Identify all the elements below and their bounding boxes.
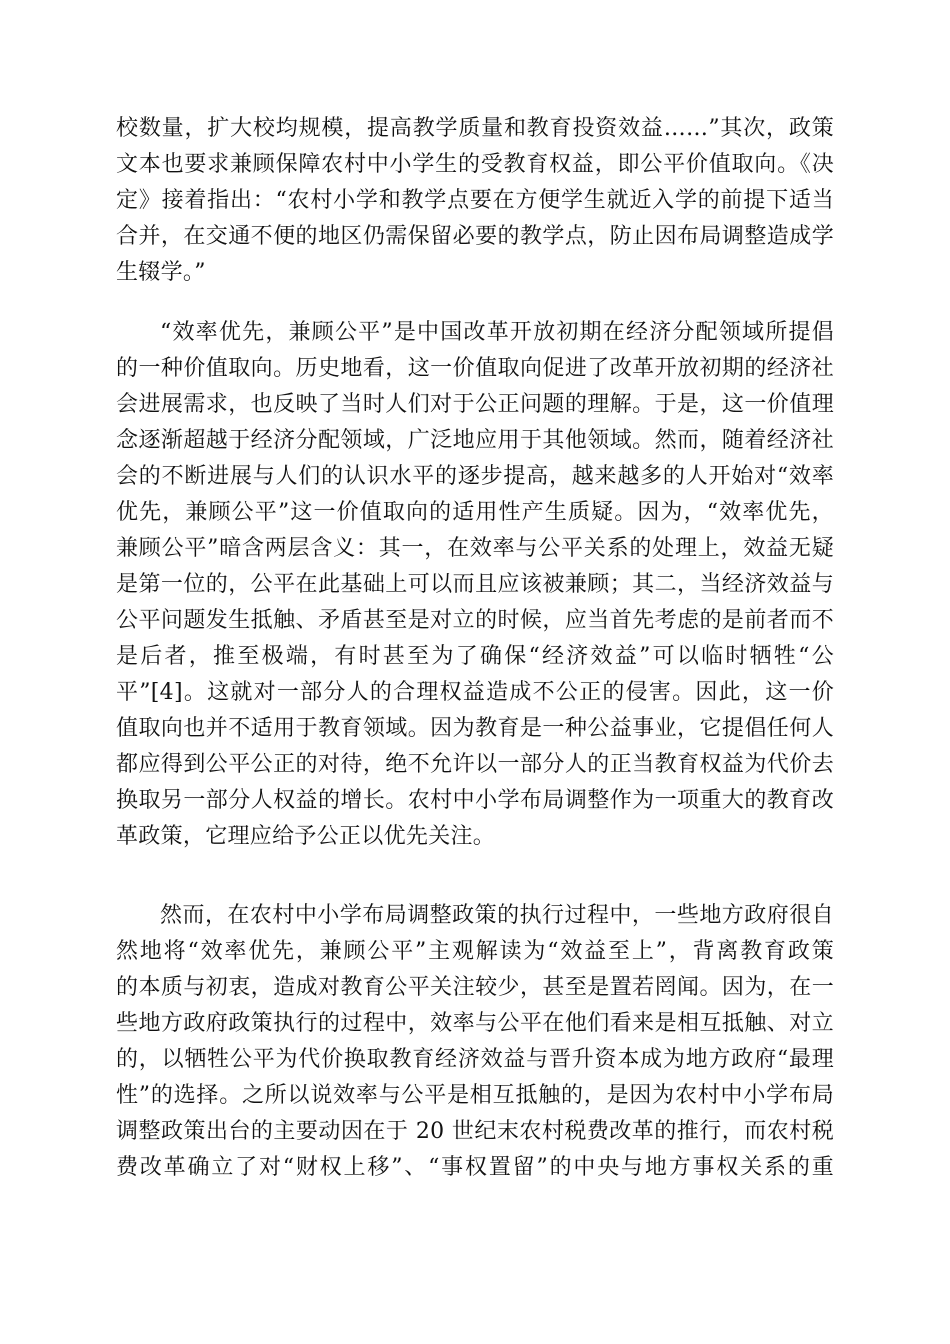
paragraph-line: 是后者，推至极端，有时甚至为了确保“经济效益”可以临时牺牲“公 <box>116 644 834 669</box>
paragraph-line: 会进展需求，也反映了当时人们对于公正问题的理解。于是，这一价值理 <box>116 392 834 417</box>
paragraph-line: 生辍学。” <box>116 260 206 285</box>
paragraph-2 <box>116 315 834 855</box>
paragraph-line: 些地方政府政策执行的过程中，效率与公平在他们看来是相互抵触、对立 <box>116 1011 834 1036</box>
paragraph-line: 合并，在交通不便的地区仍需保留必要的教学点，防止因布局调整造成学 <box>116 224 834 249</box>
paragraph-line: 的本质与初衷，造成对教育公平关注较少，甚至是置若罔闻。因为，在一 <box>116 975 834 1000</box>
paragraph-line: 的，以牺牲公平为代价换取教育经济效益与晋升资本成为地方政府“最理 <box>116 1047 834 1072</box>
paragraph-line: 换取另一部分人权益的增长。农村中小学布局调整作为一项重大的教育改 <box>116 788 834 813</box>
paragraph-line: 费改革确立了对“财权上移”、“事权置留”的中央与地方事权关系的重 <box>116 1155 834 1180</box>
paragraph-line: 的一种价值取向。历史地看，这一价值取向促进了改革开放初期的经济社 <box>116 356 834 381</box>
paragraph-line: 性”的选择。之所以说效率与公平是相互抵触的，是因为农村中小学布局 <box>116 1083 834 1108</box>
paragraph-line: 都应得到公平公正的对待，绝不允许以一部分人的正当教育权益为代价去 <box>116 752 834 777</box>
paragraph-line: 然地将“效率优先，兼顾公平”主观解读为“效益至上”，背离教育政策 <box>116 939 834 964</box>
paragraph-line: 调整政策出台的主要动因在于 20 世纪末农村税费改革的推行，而农村税 <box>116 1119 834 1144</box>
paragraph-line: “效率优先，兼顾公平”是中国改革开放初期在经济分配领域所提倡 <box>160 320 834 345</box>
paragraph-line: 平”[4]。这就对一部分人的合理权益造成不公正的侵害。因此，这一价 <box>116 680 834 705</box>
paragraph-line: 公平问题发生抵触、矛盾甚至是对立的时候，应当首先考虑的是前者而不 <box>116 608 834 633</box>
paragraph-line: 兼顾公平”暗含两层含义：其一，在效率与公平关系的处理上，效益无疑 <box>116 536 834 561</box>
paragraph-3 <box>116 898 834 1186</box>
paragraph-line: 优先，兼顾公平”这一价值取向的适用性产生质疑。因为，“效率优先， <box>116 500 834 525</box>
paragraph-line: 文本也要求兼顾保障农村中小学生的受教育权益，即公平价值取向。《决 <box>116 152 834 177</box>
paragraph-line: 革政策，它理应给予公正以优先关注。 <box>116 824 496 849</box>
paragraph-line: 定》接着指出：“农村小学和教学点要在方便学生就近入学的前提下适当 <box>116 188 834 213</box>
paragraph-line: 是第一位的，公平在此基础上可以而且应该被兼顾；其二，当经济效益与 <box>116 572 834 597</box>
paragraph-line: 然而，在农村中小学布局调整政策的执行过程中，一些地方政府很自 <box>160 903 834 928</box>
paragraph-line: 校数量，扩大校均规模，提高教学质量和教育投资效益……”其次，政策 <box>116 116 834 141</box>
paragraph-1 <box>116 111 834 291</box>
paragraph-line: 值取向也并不适用于教育领域。因为教育是一种公益事业，它提倡任何人 <box>116 716 834 741</box>
paragraph-line: 会的不断进展与人们的认识水平的逐步提高，越来越多的人开始对“效率 <box>116 464 834 489</box>
paragraph-line: 念逐渐超越于经济分配领域，广泛地应用于其他领域。然而，随着经济社 <box>116 428 834 453</box>
